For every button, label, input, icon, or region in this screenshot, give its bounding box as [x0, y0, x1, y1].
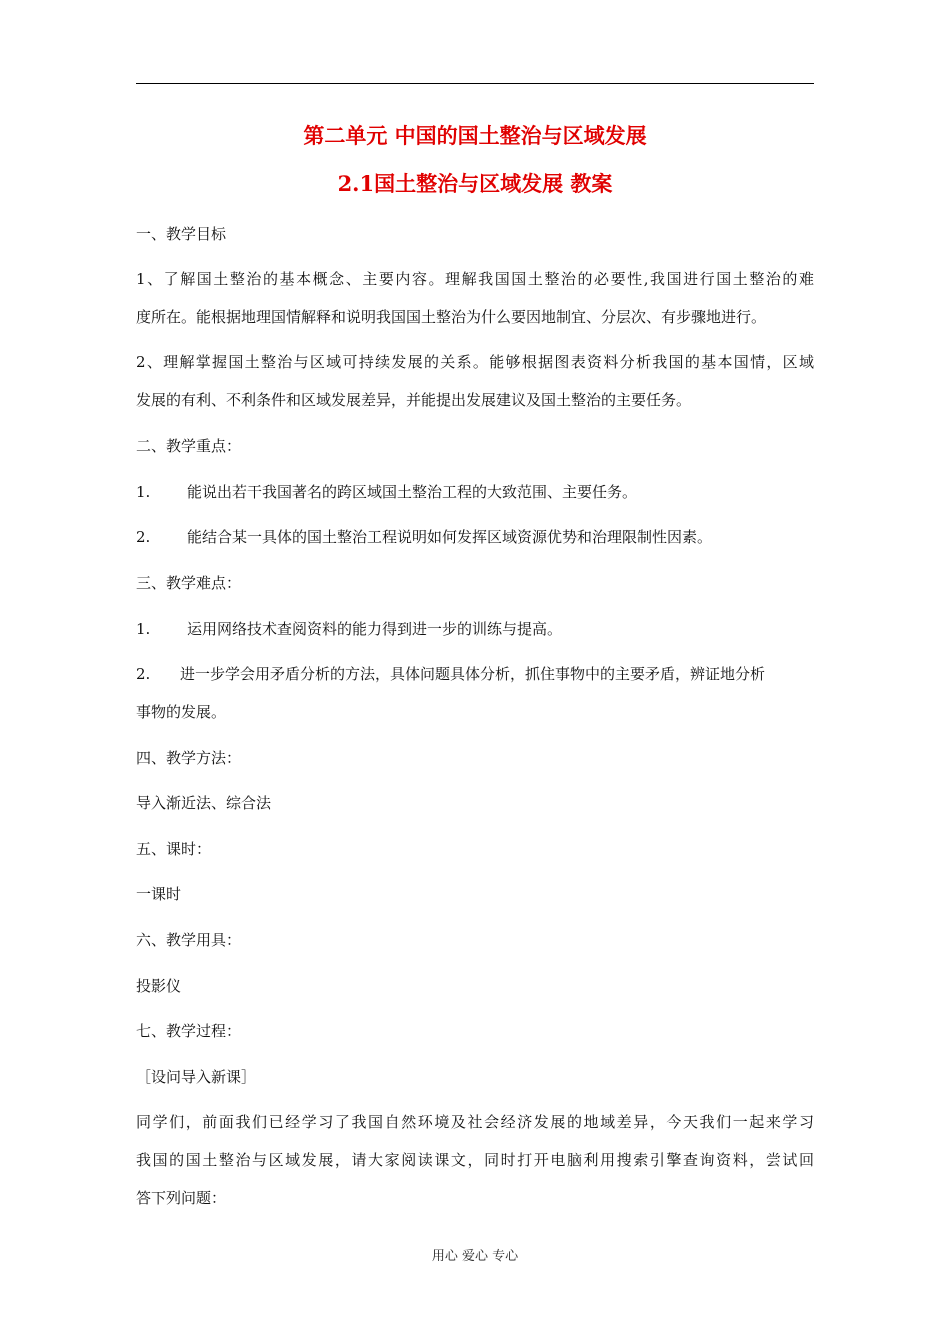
paragraph-line: 2、理解掌握国土整治与区域可持续发展的关系。能够根据图表资料分析我国的基本国情，区域 [136, 353, 814, 371]
list-number: 2. [136, 665, 151, 683]
list-number: 1. [136, 620, 151, 638]
list-item [136, 482, 637, 502]
list-item [136, 664, 765, 684]
list-item [136, 527, 712, 547]
section-heading-process: 七、教学过程： [136, 1022, 242, 1040]
list-text: 运用网络技术查阅资料的能力得到进一步的训练与提高。 [187, 620, 563, 638]
paragraph-line: 我国的国土整治与区域发展，请大家阅读课文，同时打开电脑利用搜索引擎查询资料，尝试回 [136, 1151, 814, 1169]
page-footer: 用心 爱心 专心 [431, 1249, 519, 1264]
list-text: 能结合某一具体的国土整治工程说明如何发挥区域资源优势和治理限制性因素。 [187, 528, 713, 546]
paragraph-line: 导入渐近法、综合法 [136, 794, 272, 812]
list-number: 2. [136, 528, 151, 546]
header-rule [136, 83, 814, 84]
document-subtitle: 2.1国土整治与区域发展 教案 [337, 171, 613, 196]
paragraph-line: 1、了解国土整治的基本概念、主要内容。理解我国国土整治的必要性,我国进行国土整治的难 [136, 270, 814, 288]
list-text: 进一步学会用矛盾分析的方法，具体问题具体分析，抓住事物中的主要矛盾，辨证地分析 [180, 665, 766, 683]
paragraph-line: 一课时 [136, 885, 182, 903]
document-title: 第二单元 中国的国土整治与区域发展 [303, 123, 647, 148]
list-text: 能说出若干我国著名的跨区域国土整治工程的大致范围、主要任务。 [187, 483, 638, 501]
section-heading-periods: 五、课时： [136, 840, 212, 858]
list-number: 1. [136, 483, 151, 501]
section-heading-key-points: 二、教学重点： [136, 437, 242, 455]
paragraph-line: 同学们，前面我们已经学习了我国自然环境及社会经济发展的地域差异，今天我们一起来学习 [136, 1113, 814, 1131]
paragraph-line: 度所在。能根据地理国情解释和说明我国国土整治为什么要因地制宜、分层次、有步骤地进行。 [136, 308, 767, 326]
subheading: ［设问导入新课］ [136, 1068, 257, 1086]
section-heading-difficulties: 三、教学难点： [136, 574, 242, 592]
paragraph-line: 事物的发展。 [136, 703, 227, 721]
paragraph-line: 发展的有利、不利条件和区域发展差异，并能提出发展建议及国土整治的主要任务。 [136, 391, 692, 409]
list-item [136, 619, 562, 639]
section-heading-tools: 六、教学用具： [136, 931, 242, 949]
paragraph-line: 答下列问题： [136, 1189, 227, 1207]
section-heading-methods: 四、教学方法： [136, 749, 242, 767]
section-heading-goals: 一、教学目标 [136, 225, 227, 243]
paragraph-line: 投影仪 [136, 977, 182, 995]
